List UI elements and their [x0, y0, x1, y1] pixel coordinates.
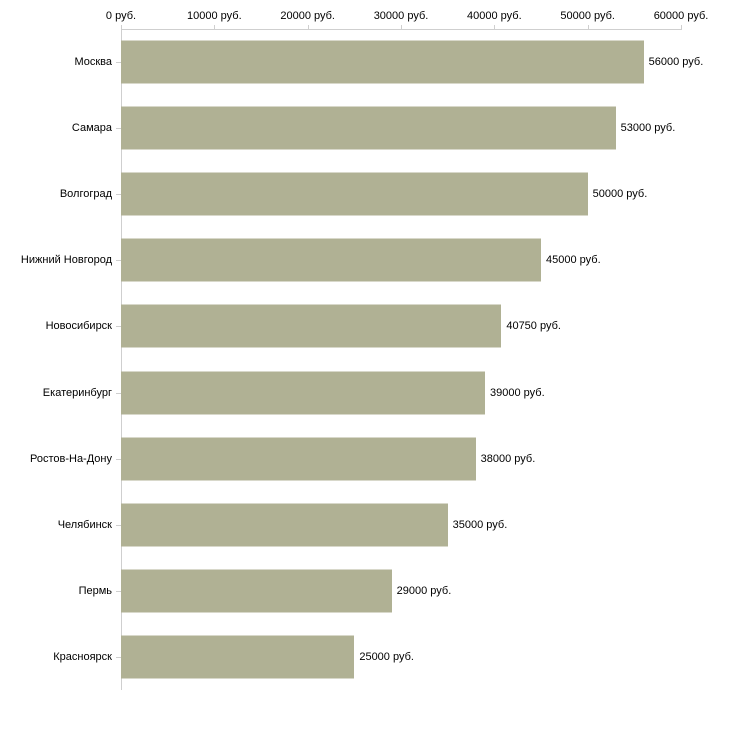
bar[interactable] — [121, 173, 588, 216]
bar-row[interactable] — [78, 558, 681, 624]
bar[interactable] — [121, 107, 616, 150]
bar-value-label: 53000 руб. — [620, 122, 676, 135]
bar-value-label: 25000 руб. — [359, 650, 414, 663]
x-axis-tick-label: 60000 руб. — [653, 10, 709, 22]
bar-value-label: 38000 руб. — [480, 452, 536, 465]
category-tick-mark — [116, 260, 121, 261]
bar[interactable] — [121, 503, 448, 546]
bar-row[interactable] — [20, 227, 681, 293]
category-tick-mark — [116, 525, 121, 526]
bar-value-label: 35000 руб. — [452, 518, 508, 531]
bar-value-label: 40750 руб. — [506, 320, 561, 333]
bar-value-label: 39000 руб. — [490, 386, 545, 399]
bar[interactable] — [121, 569, 392, 612]
category-label: Красноярск — [53, 650, 112, 663]
category-tick-mark — [116, 393, 121, 394]
category-label: Москва — [74, 56, 112, 69]
category-label: Пермь — [78, 584, 112, 597]
bar[interactable] — [121, 41, 644, 84]
category-label: Ростов-На-Дону — [29, 452, 112, 465]
category-tick-mark — [116, 326, 121, 327]
category-label: Новосибирск — [45, 320, 112, 333]
category-tick-mark — [116, 657, 121, 658]
category-tick-mark — [116, 591, 121, 592]
bar-row[interactable] — [53, 624, 681, 690]
category-label: Самара — [71, 122, 112, 135]
bar-value-label: 29000 руб. — [396, 584, 452, 597]
bar-row[interactable] — [29, 426, 681, 492]
category-tick-mark — [116, 459, 121, 460]
x-axis-tick-label: 30000 руб. — [373, 10, 429, 22]
x-axis-tick-label: 40000 руб. — [467, 10, 522, 22]
x-axis-tick-mark — [681, 25, 682, 30]
x-axis-tick-label: 10000 руб. — [187, 10, 242, 22]
bar[interactable] — [121, 371, 485, 414]
category-label: Челябинск — [57, 518, 112, 531]
bar-row[interactable] — [42, 360, 681, 426]
category-tick-mark — [116, 128, 121, 129]
category-tick-mark — [116, 62, 121, 63]
category-label: Нижний Новгород — [20, 254, 112, 267]
bar[interactable] — [121, 437, 476, 480]
x-axis-tick-label: 20000 руб. — [280, 10, 335, 22]
category-label: Волгоград — [59, 188, 112, 201]
category-tick-mark — [116, 194, 121, 195]
bar[interactable] — [121, 635, 354, 678]
category-label: Екатеринбург — [42, 386, 112, 399]
bar-value-label: 50000 руб. — [592, 188, 648, 201]
bar-row[interactable] — [71, 95, 681, 161]
x-axis-tick-label: 0 руб. — [105, 10, 137, 22]
bar-row[interactable] — [57, 492, 681, 558]
bar-value-label: 45000 руб. — [546, 254, 601, 267]
bar[interactable] — [121, 305, 501, 348]
bar-value-label: 56000 руб. — [648, 56, 704, 69]
bar-row[interactable] — [59, 161, 681, 227]
bar[interactable] — [121, 239, 541, 282]
bar-row[interactable] — [45, 293, 681, 359]
bar-row[interactable] — [74, 29, 704, 95]
plot-area — [20, 29, 704, 690]
x-axis-tick-label: 50000 руб. — [560, 10, 615, 22]
